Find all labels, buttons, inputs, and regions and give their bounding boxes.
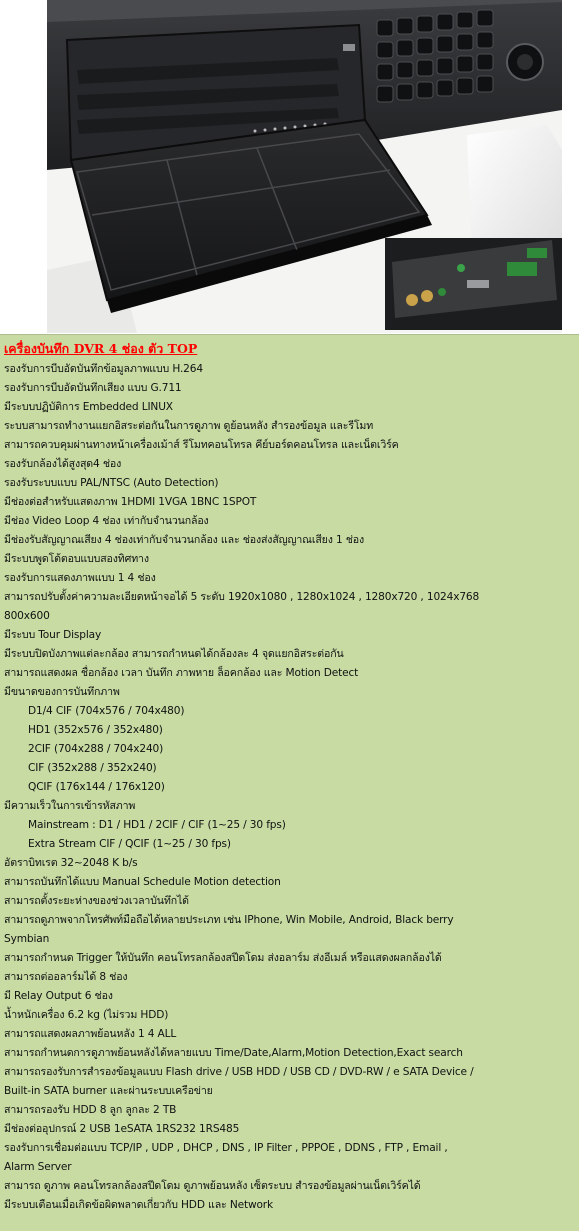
dvr-illustration [47, 0, 562, 333]
spec-line: 800x600 [4, 610, 50, 622]
spec-line: Alarm Server [4, 1161, 72, 1173]
record-size-item: 2CIF (704x288 / 704x240) [28, 743, 164, 755]
speed-heading: มีความเร็วในการเข้ารหัสภาพ [4, 800, 136, 812]
spec-line: มี Relay Output 6 ช่อง [4, 990, 113, 1002]
usb-port [343, 44, 355, 51]
spec-line: รองรับการเชื่อมต่อแบบ TCP/IP , UDP , DHCP , DNS , IP Filter , PPPOE , DDNS , FTP , Email , [4, 1142, 448, 1154]
spec-line: สามารถกำหนดการดูภาพย้อนหลังได้หลายแบบ Time/Date,Alarm,Motion Detection,Exact search [4, 1047, 463, 1059]
spec-line: รองรับกล้องได้สูงสุด4 ช่อง [4, 458, 122, 470]
spec-line: มีช่องรับสัญญาณเสียง 4 ช่องเท่ากับจำนวนกล้อง และ ช่องส่งสัญญาณเสียง 1 ช่อง [4, 534, 365, 546]
spec-line: มีช่องต่ออุปกรณ์ 2 USB 1eSATA 1RS232 1RS485 [4, 1123, 240, 1135]
spec-line: มีช่องต่อสำหรับแสดงภาพ 1HDMI 1VGA 1BNC 1SPOT [4, 496, 257, 508]
spec-line: สามารถบันทึกได้แบบ Manual Schedule Motion detection [4, 876, 281, 888]
stream-item: Extra Stream CIF / QCIF (1~25 / 30 fps) [28, 838, 231, 850]
spec-list [4, 360, 579, 1215]
spec-line: สามารถ ดูภาพ คอนโทรลกล้องสปีดโดม ดูภาพย้อนหลัง เซ็ตระบบ สำรองข้อมูลผ่านเน็ตเวิร์คได้ [4, 1180, 421, 1192]
spec-line: รองรับการแสดงภาพแบบ 1 4 ช่อง [4, 572, 156, 584]
record-size-item: HD1 (352x576 / 352x480) [28, 724, 163, 736]
record-size-item: CIF (352x288 / 352x240) [28, 762, 157, 774]
spec-line: สามารถดูภาพจากโทรศัพท์มือถือได้หลายประเภท เช่น IPhone, Win Mobile, Android, Black berry [4, 914, 454, 926]
spec-line: สามารถตั้งระยะห่างของช่วงเวลาบันทึกได้ [4, 895, 189, 907]
spec-line: มีขนาดของการบันทึกภาพ [4, 686, 120, 698]
spec-line: รองรับการบีบอัดบันทึกเสียง แบบ G.711 [4, 382, 182, 394]
spec-line: สามารถรองรับ HDD 8 ลูก ลูกละ 2 TB [4, 1104, 177, 1116]
spec-line: มีระบบปฏิบัติการ Embedded LINUX [4, 401, 173, 413]
spec-line: มีช่อง Video Loop 4 ช่อง เท่ากับจำนวนกล้อง [4, 515, 209, 527]
spec-line: มีระบบเตือนเมื่อเกิดข้อผิดพลาดเกี่ยวกับ HDD และ Network [4, 1199, 273, 1211]
record-size-item: QCIF (176x144 / 176x120) [28, 781, 165, 793]
spec-line: สามารถต่ออลาร์มได้ 8 ช่อง [4, 971, 128, 983]
spec-line: Built-in SATA burner และผ่านระบบเครือข่าย [4, 1085, 213, 1097]
spec-line: มีระบบปิดบังภาพแต่ละกล้อง สามารถกำหนดได้กล้องละ 4 จุดแยกอิสระต่อกัน [4, 648, 344, 660]
spec-title: เครื่องบันทึก DVR 4 ช่อง ตัว TOP [4, 341, 198, 356]
spec-line: สามารถรองรับการสำรองข้อมูลแบบ Flash drive / USB HDD / USB CD / DVD-RW / e SATA Device / [4, 1066, 474, 1078]
spec-line: มีระบบ Tour Display [4, 629, 102, 641]
spec-line: น้ำหนักเครื่อง 6.2 kg (ไม่รวม HDD) [4, 1009, 169, 1021]
spec-line: รองรับระบบแบบ PAL/NTSC (Auto Detection) [4, 477, 219, 489]
product-photo [47, 0, 562, 333]
spec-line: สามารถกำหนด Trigger ให้บันทึก คอนโทรลกล้องสปีดโดม ส่งอลาร์ม ส่งอีเมล์ หรือแสดงผลกล้องได้ [4, 952, 442, 964]
spec-line: สามารถปรับตั้งค่าความละเอียดหน้าจอได้ 5 ระดับ 1920x1080 , 1280x1024 , 1280x720 , 1024x768 [4, 591, 480, 603]
record-size-item: D1/4 CIF (704x576 / 704x480) [28, 705, 185, 717]
spec-line: Symbian [4, 933, 50, 945]
spec-panel [0, 334, 579, 1231]
spec-line: อัตราบิทเรต 32~2048 K b/s [4, 857, 138, 869]
spec-line: สามารถแสดงผลภาพย้อนหลัง 1 4 ALL [4, 1028, 177, 1040]
spec-line: สามารถแสดงผล ชื่อกล้อง เวลา บันทึก ภาพหาย ล็อคกล้อง และ Motion Detect [4, 667, 359, 679]
stream-item: Mainstream : D1 / HD1 / 2CIF / CIF (1~25 / 30 fps) [28, 819, 286, 831]
spec-line: รองรับการบีบอัดบันทึกข้อมูลภาพแบบ H.264 [4, 363, 203, 375]
spec-line: มีระบบพูดโต้ตอบแบบสองทิศทาง [4, 553, 149, 565]
rear-panel-inset [385, 238, 562, 330]
spec-line: สามารถควบคุมผ่านทางหน้าเครื่องเม้าส์ รีโมทคอนโทรล คีย์บอร์ดคอนโทรล และเน็ตเวิร์ค [4, 439, 399, 451]
spec-line: ระบบสามารถทำงานแยกอิสระต่อกันในการดูภาพ ดูย้อนหลัง สำรองข้อมูล และรีโมท [4, 420, 374, 432]
spec-title-row [4, 340, 579, 360]
